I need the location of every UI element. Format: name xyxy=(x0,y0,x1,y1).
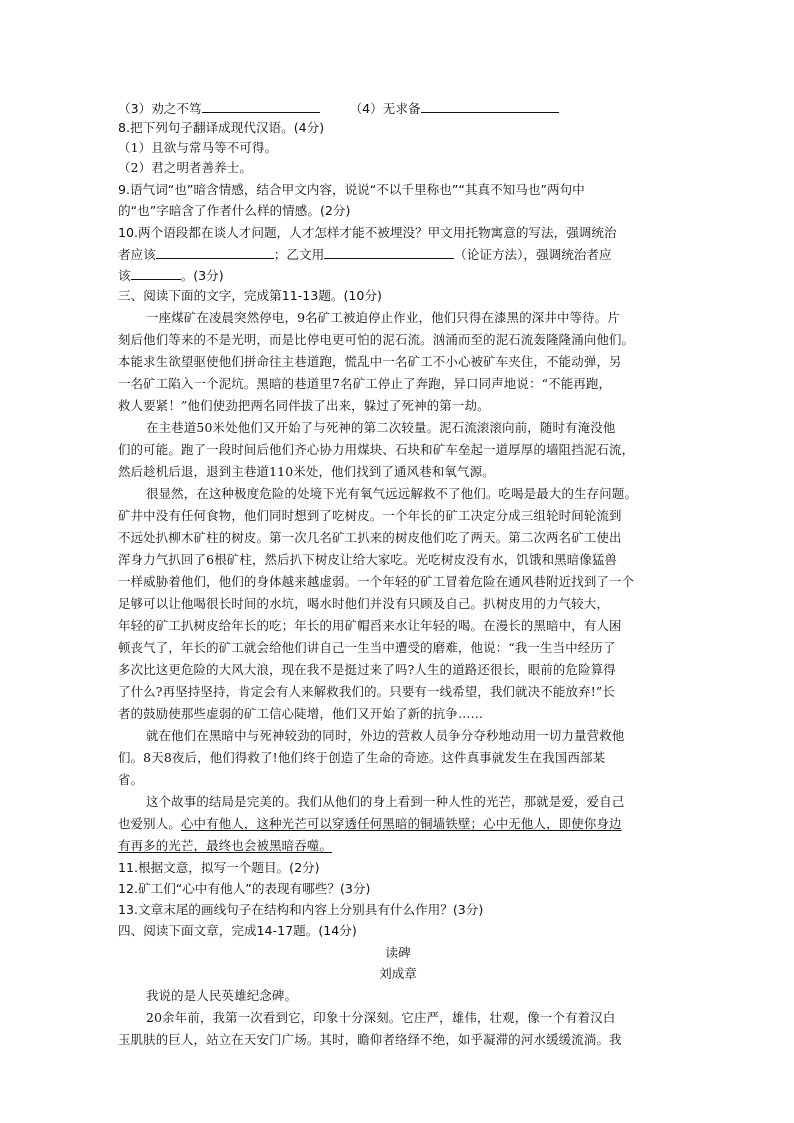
s3-p3-line: 矿井中没有任何食物，他们同时想到了吃树皮。一个年长的矿工决定分成三组轮时间轮流到 xyxy=(118,508,622,523)
q8-stem: 8.把下列句子翻译成现代汉语。(4分) xyxy=(118,120,325,135)
q10-line-2 xyxy=(118,244,678,265)
q7-items xyxy=(118,98,678,119)
q10-blank-1[interactable] xyxy=(156,244,274,259)
q7-item3-label: （3）劝之不笃 xyxy=(118,101,202,116)
s3-p3-line: 足够可以让他喝很长时间的水坑，喝水时他们并没有只顾及自己。扒树皮用的力气较大， xyxy=(118,596,610,611)
q9-line-2: 的“也”字暗含了作者什么样的情感。(2分) xyxy=(118,203,351,218)
q7-item4-blank[interactable] xyxy=(421,98,559,113)
s3-p3-line: 者的鼓励使那些虚弱的矿工信心陡增，他们又开始了新的抗争…… xyxy=(118,706,484,721)
q10-line-1: 10.两个语段都在谈人才问题，人才怎样才能不被埋没？甲文用托物寓意的写法，强调统治 xyxy=(118,225,617,240)
q7-item4-label: （4）无求备 xyxy=(349,101,421,116)
article-author: 刘成章 xyxy=(379,966,417,981)
q9-line-1: 9.语气词“也”暗含情感，结合甲文内容，说说“不以千里称也”“其真不知马也”两句中 xyxy=(118,182,585,197)
q10-blank-2[interactable] xyxy=(324,244,454,259)
s3-p3-line: 不远处扒柳木矿柱的树皮。第一次几名矿工扒来的树皮他们吃了两天。第二次两名矿工使出 xyxy=(118,530,622,545)
s3-underlined-sentence-1: 心中有他人，这种光芒可以穿透任何黑暗的铜墙铁壁；心中无他人，即使你身边 xyxy=(180,816,622,831)
s3-p3-line: 多次比这更危险的大风大浪，现在我不是挺过来了吗?人生的道路还很长，眼前的危险算得 xyxy=(118,662,616,677)
article-title: 读碑 xyxy=(385,945,411,960)
q13: 13.文章末尾的画线句子在结构和内容上分别具有什么作用？(3分) xyxy=(118,902,484,917)
q10-blank-3[interactable] xyxy=(131,265,181,280)
s3-p3-line: 顿丧气了，年长的矿工就会给他们讲自己一生当中遭受的磨难，他说：“我一生当中经历了 xyxy=(118,640,616,655)
s3-p1-line: 本能求生欲望驱使他们拼命往主巷道跑，慌乱中一名矿工不小心被矿车夹住，不能动弹，另 xyxy=(118,354,622,369)
s3-p5-line-2 xyxy=(118,814,678,834)
s3-p4-line: 就在他们在黑暗中与死神较劲的同时，外边的营救人员争分夺秒地动用一切力量营救他 xyxy=(146,728,625,743)
s3-p1-line: 一名矿工陷入一个泥坑。黑暗的巷道里7名矿工停止了奔跑，异口同声地说：“不能再跑， xyxy=(118,376,612,391)
s3-p3-line: 了什么?再坚持坚持，肯定会有人来解救我们的。只要有一线希望，我们就决不能放弃!”长 xyxy=(118,684,615,699)
s3-p3-line: 很显然，在这种极度危险的处境下光有氧气远远解救不了他们。吃喝是最大的生存问题。 xyxy=(146,486,638,501)
q12: 12.矿工们“心中有他人”的表现有哪些？(3分) xyxy=(118,881,371,896)
s3-p1-line: 刻后他们等来的不是光明，而是比停电更可怕的泥石流。汹涌而至的泥石流轰隆隆涌向他们。 xyxy=(118,332,635,347)
s4-p1: 我说的是人民英雄纪念碑。 xyxy=(146,988,298,1003)
s3-p5-line-3 xyxy=(118,836,678,856)
s3-p1-line: 一座煤矿在凌晨突然停电，9名矿工被迫停止作业，他们只得在漆黑的深井中等待。片 xyxy=(146,310,620,325)
q10-text-b: ；乙文用 xyxy=(273,247,325,262)
s3-p2-line: 然后趁机后退，退到主巷道110米处，他们找到了通风巷和氧气源。 xyxy=(118,464,495,479)
s3-p5-line: 这个故事的结局是完美的。我们从他们的身上看到一种人性的光芒，那就是爱，爱自己 xyxy=(146,794,625,809)
section4-heading: 四、阅读下面文章，完成14-17题。(14分) xyxy=(118,923,357,938)
s3-p4-line: 省。 xyxy=(118,772,144,787)
s3-p1-line: 救人要紧！”他们使劲把两名同伴拔了出来，躲过了死神的第一劫。 xyxy=(118,398,490,413)
q11: 11.根据文意，拟写一个题目。(2分) xyxy=(118,860,320,875)
q10-line-3 xyxy=(118,265,678,286)
q10-text-c: （论证方法），强调统治者应 xyxy=(454,247,612,262)
s3-p3-line: 一样威胁着他们，他们的身体越来越虚弱。一个年轻的矿工冒着危险在通风巷附近找到了一个 xyxy=(118,574,635,589)
q10-text-e: 。(3分) xyxy=(180,268,224,283)
s3-p4-line: 们。8天8夜后，他们得救了!他们终于创造了生命的奇迹。这件真事就发生在我国西部某 xyxy=(118,750,606,765)
s3-p3-line: 浑身力气扒回了6根矿柱，然后扒下树皮让给大家吃。光吃树皮没有水，饥饿和黑暗像猛兽 xyxy=(118,552,618,567)
s4-p2-line: 玉肌肤的巨人，站立在天安门广场。其时，瞻仰者络绎不绝，如乎凝滞的河水缓缓流淌。我 xyxy=(118,1032,622,1047)
s4-p2-line: 20余年前，我第一次看到它，印象十分深刻。它庄严，雄伟，壮观，像一个有着汉白 xyxy=(146,1010,616,1025)
s3-underlined-sentence-2: 有再多的光芒，最终也会被黑暗吞噬。 xyxy=(118,838,333,853)
section3-heading: 三、阅读下面的文字，完成第11-13题。(10分) xyxy=(118,288,382,303)
q7-item3-blank[interactable] xyxy=(202,98,320,113)
q8-sentence-1: （1）且欲与常马等不可得。 xyxy=(118,140,278,155)
s3-p2-line: 们的可能。跑了一段时间后他们齐心协力用煤块、石块和矿车垒起一道厚厚的墙阻挡泥石流， xyxy=(118,442,635,457)
s3-p2-line: 在主巷道50米处他们又开始了与死神的第二次较量。泥石流滚滚向前，随时有淹没他 xyxy=(146,420,616,435)
q8-sentence-2: （2）君之明者善养士。 xyxy=(118,160,252,175)
q10-text-a: 者应该 xyxy=(118,247,156,262)
s3-p3-line: 年轻的矿工扒树皮给年长的吃；年长的用矿帽舀来水让年轻的喝。在漫长的黑暗中，有人困 xyxy=(118,618,622,633)
s3-p5-text: 也爱别人。 xyxy=(118,816,181,831)
q10-text-d: 该 xyxy=(118,268,131,283)
